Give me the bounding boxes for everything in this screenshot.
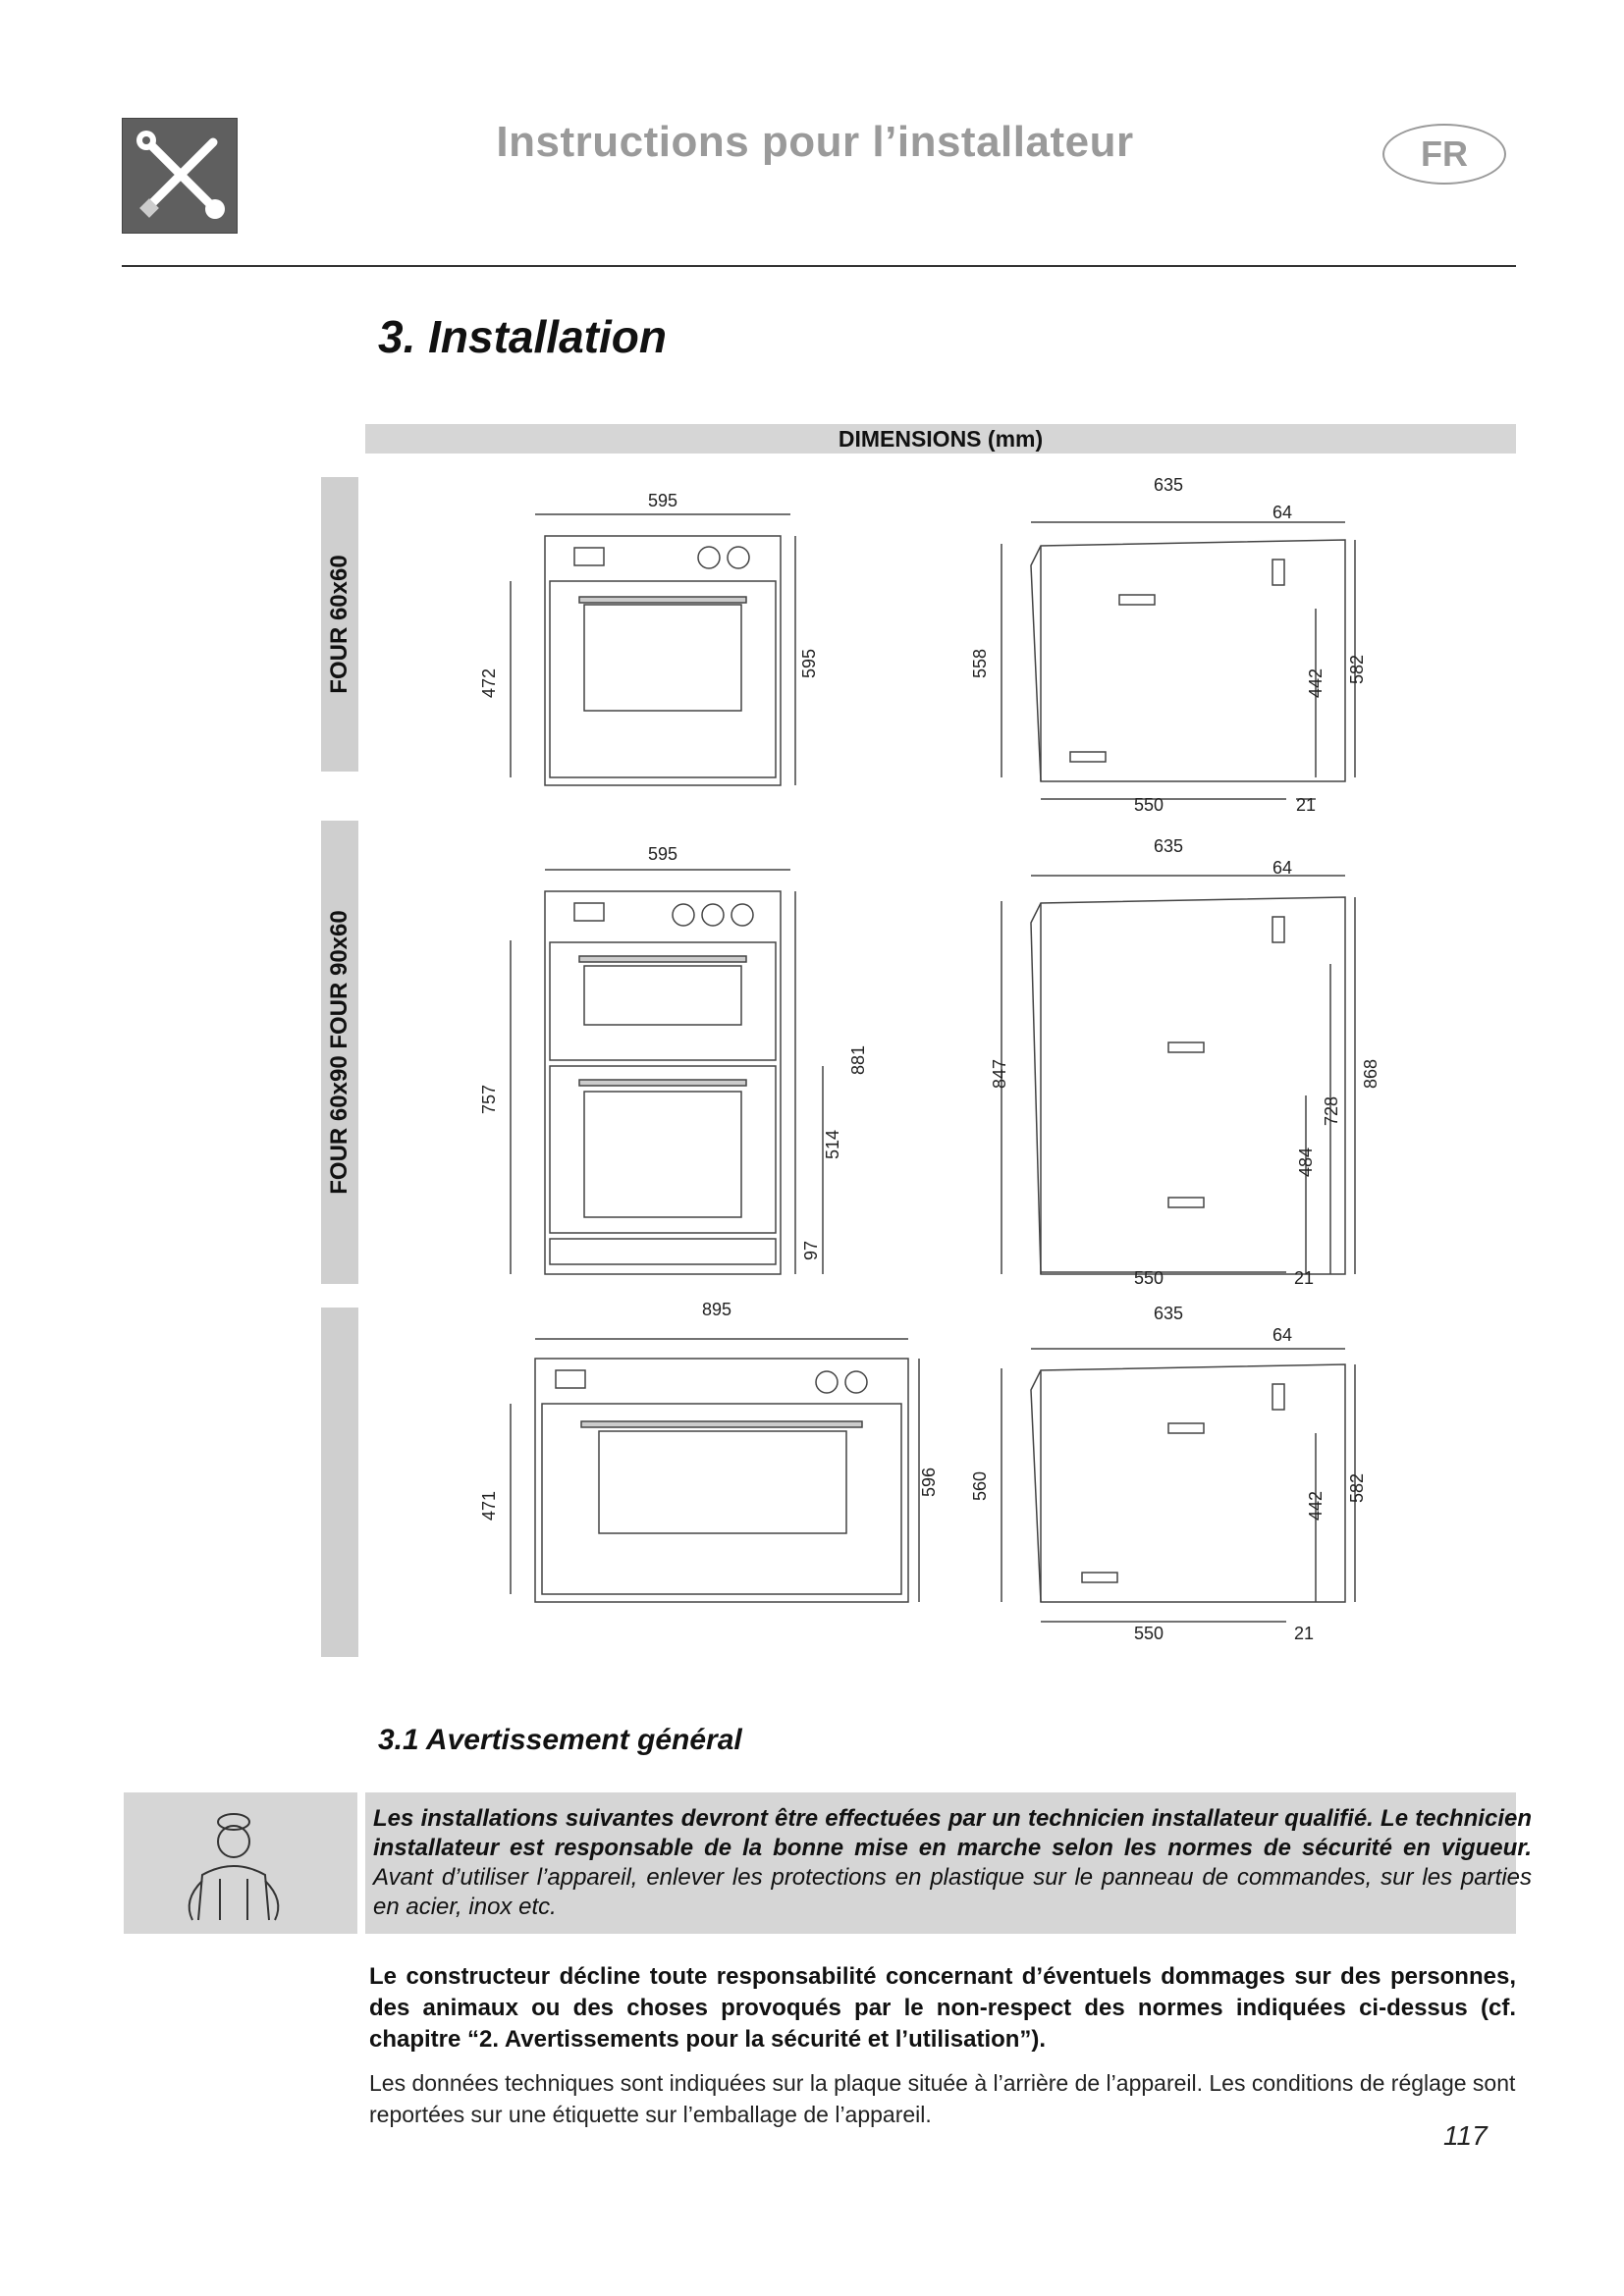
dim-side-left-height: 558	[970, 648, 990, 679]
dim-side-bottom-depth: 550	[1133, 795, 1164, 811]
dim-front-bottom-height: 97	[801, 1240, 821, 1261]
dim-front-total-height: 881	[848, 1044, 868, 1076]
dim-front-inner-height: 471	[479, 1490, 499, 1522]
dim-side-top-offset: 64	[1272, 503, 1293, 522]
dim-front-total-height: 596	[919, 1467, 939, 1498]
side-bar-oven-90x60	[321, 1308, 358, 1657]
dim-side-bottom-depth: 550	[1133, 1268, 1164, 1286]
side-label-oven-60x60: FOUR 60x60	[326, 555, 352, 694]
dim-front-inner-height: 472	[479, 667, 499, 699]
subsection-title: 3.1 Avertissement général	[378, 1724, 742, 1756]
page-number: 117	[1443, 2120, 1488, 2151]
page-header-title: Instructions pour l’installateur	[496, 118, 1134, 166]
dim-front-width: 595	[647, 844, 678, 864]
dim-side-bottom-front: 21	[1295, 795, 1317, 811]
dim-front-lower-height: 514	[823, 1129, 842, 1160]
dim-side-right-height: 582	[1347, 1472, 1367, 1504]
dim-side-mid2-height: 728	[1322, 1095, 1341, 1127]
technical-data-note: Les données techniques sont indiquées sur la plaque située à l’arrière de l’appareil. Les conditions de réglage sont reportées sur une étiquette sur l’emballage de l’appareil.	[369, 2070, 1516, 2127]
dim-side-mid-height: 442	[1306, 1490, 1326, 1522]
dim-front-width: 595	[647, 491, 678, 510]
dim-side-top-offset: 64	[1272, 1325, 1293, 1345]
dim-side-bottom-front: 21	[1293, 1624, 1315, 1643]
dim-side-right-height: 582	[1347, 654, 1367, 685]
dimension-drawing-60x90	[373, 834, 1512, 1286]
notice-rest-text: Avant d’utiliser l’appareil, enlever les protections en plastique sur le panneau de commandes, sur les parties en acier, inox etc.	[373, 1864, 1532, 1920]
side-bar-oven-60x90	[321, 821, 358, 1284]
section-title: 3. Installation	[378, 311, 667, 362]
liability-disclaimer: Le constructeur décline toute responsabilité concernant d’éventuels dommages sur des personnes, des animaux ou des choses provoqués par le non-respect des normes indiquées ci-dessus (cf. chapitre “2. Avertissements pour la sécurité et l’utilisation”).	[369, 1963, 1516, 2053]
language-badge: FR	[1382, 124, 1506, 185]
dim-side-depth: 635	[1153, 1304, 1184, 1323]
notice-text	[373, 1804, 1532, 1922]
notice-bold-text: Les installations suivantes devront être effectuées par un technicien installateur qualifié. Le technicien installateur est responsable de la bonne mise en marche selon les normes de sécurité en vigueur.	[373, 1805, 1532, 1861]
dim-side-bottom-depth: 550	[1133, 1624, 1164, 1643]
wrench-screwdriver-icon	[122, 118, 238, 234]
dimension-drawing-90x60	[373, 1296, 1512, 1649]
dim-front-left-height: 757	[479, 1084, 499, 1115]
dim-side-top-offset: 64	[1272, 858, 1293, 878]
dim-side-mid-height: 442	[1306, 667, 1326, 699]
dim-front-total-height: 595	[799, 648, 819, 679]
dim-side-depth: 635	[1153, 836, 1184, 856]
dim-side-bottom-front: 21	[1293, 1268, 1315, 1286]
side-bar-oven-60x60	[321, 477, 358, 772]
header-divider	[122, 265, 1516, 267]
dim-side-right-height: 868	[1361, 1058, 1380, 1090]
technician-icon	[124, 1792, 357, 1934]
dim-side-depth: 635	[1153, 477, 1184, 495]
dimensions-header-bar: DIMENSIONS (mm)	[365, 424, 1516, 454]
dim-side-left-height: 847	[990, 1058, 1009, 1090]
dim-front-width: 895	[701, 1300, 732, 1319]
side-label-oven-60x90: FOUR 60x90 FOUR 90x60	[326, 910, 352, 1195]
dim-side-left-height: 560	[970, 1470, 990, 1502]
dimension-drawing-60x60	[373, 477, 1512, 811]
dim-side-mid1-height: 484	[1296, 1147, 1316, 1178]
